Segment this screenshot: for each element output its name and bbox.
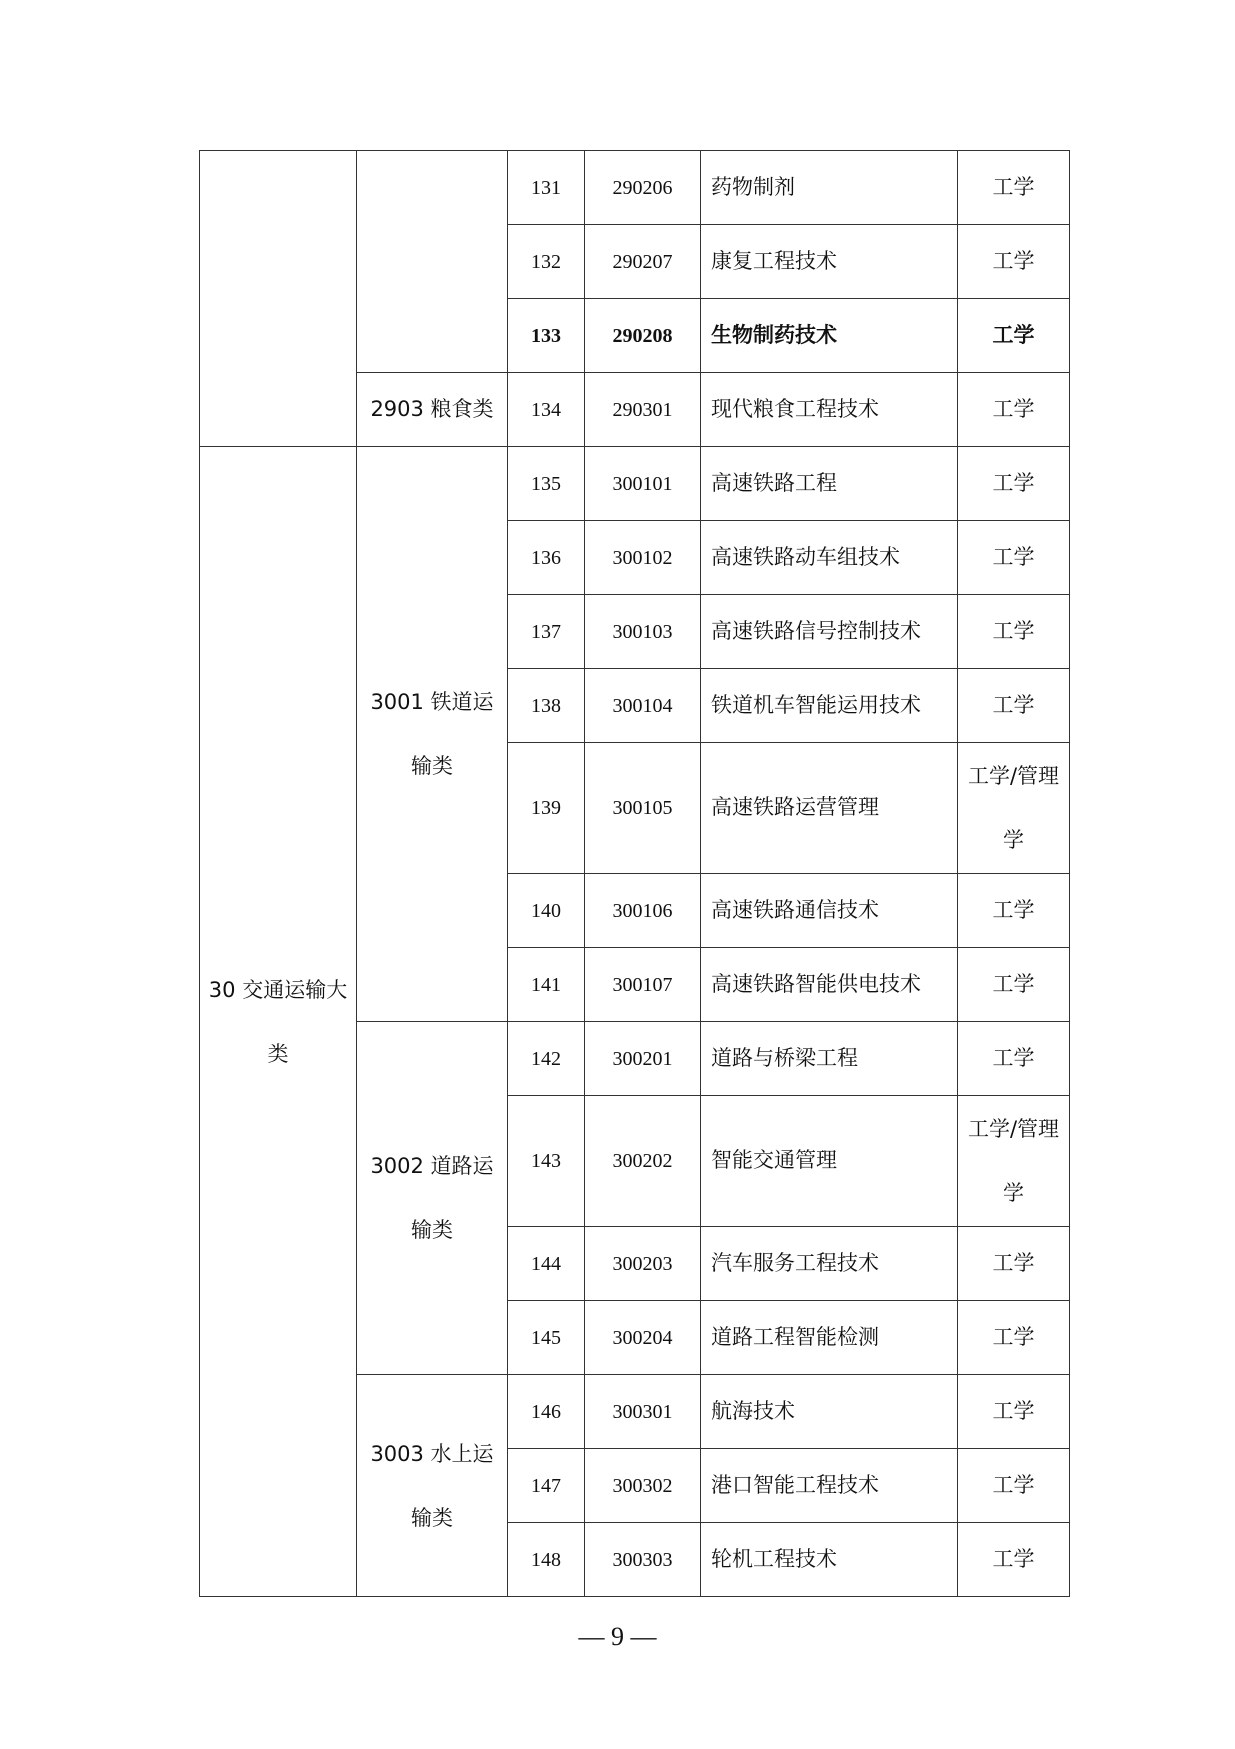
seq-cell: 147 bbox=[508, 1449, 585, 1523]
degree-cell: 工学 bbox=[958, 1449, 1070, 1523]
code-cell: 300101 bbox=[585, 447, 701, 521]
seq-cell: 136 bbox=[508, 521, 585, 595]
code-cell: 300303 bbox=[585, 1523, 701, 1597]
major-name-cell: 高速铁路通信技术 bbox=[701, 874, 958, 948]
degree-cell: 工学 bbox=[958, 373, 1070, 447]
degree-cell: 工学 bbox=[958, 1523, 1070, 1597]
subcategory-cell: 2903 粮食类 bbox=[357, 373, 508, 447]
degree-cell: 工学 bbox=[958, 521, 1070, 595]
degree-cell: 工学 bbox=[958, 1022, 1070, 1096]
code-cell: 300102 bbox=[585, 521, 701, 595]
major-name-cell: 铁道机车智能运用技术 bbox=[701, 669, 958, 743]
code-cell: 300107 bbox=[585, 948, 701, 1022]
code-cell: 300204 bbox=[585, 1301, 701, 1375]
page-number: — 9 — bbox=[578, 1622, 657, 1651]
code-cell: 300103 bbox=[585, 595, 701, 669]
code-cell: 290206 bbox=[585, 151, 701, 225]
code-cell: 300201 bbox=[585, 1022, 701, 1096]
degree-cell: 工学 bbox=[958, 669, 1070, 743]
seq-cell: 134 bbox=[508, 373, 585, 447]
code-cell: 300105 bbox=[585, 743, 701, 874]
code-cell: 300302 bbox=[585, 1449, 701, 1523]
seq-cell: 137 bbox=[508, 595, 585, 669]
subcategory-cell: 3003 水上运输类 bbox=[357, 1375, 508, 1597]
seq-cell: 144 bbox=[508, 1227, 585, 1301]
major-name-cell: 高速铁路运营管理 bbox=[701, 743, 958, 874]
seq-cell: 132 bbox=[508, 225, 585, 299]
subcategory-cell: 3001 铁道运输类 bbox=[357, 447, 508, 1022]
major-name-cell: 智能交通管理 bbox=[701, 1096, 958, 1227]
code-cell: 290207 bbox=[585, 225, 701, 299]
major-name-cell: 药物制剂 bbox=[701, 151, 958, 225]
seq-cell: 143 bbox=[508, 1096, 585, 1227]
major-name-cell: 汽车服务工程技术 bbox=[701, 1227, 958, 1301]
major-name-cell: 高速铁路工程 bbox=[701, 447, 958, 521]
degree-cell: 工学 bbox=[958, 225, 1070, 299]
seq-cell: 146 bbox=[508, 1375, 585, 1449]
seq-cell: 148 bbox=[508, 1523, 585, 1597]
major-name-cell: 道路工程智能检测 bbox=[701, 1301, 958, 1375]
major-name-cell: 康复工程技术 bbox=[701, 225, 958, 299]
major-name-cell: 高速铁路信号控制技术 bbox=[701, 595, 958, 669]
major-name-cell: 生物制药技术 bbox=[701, 299, 958, 373]
code-cell: 300301 bbox=[585, 1375, 701, 1449]
code-cell: 290208 bbox=[585, 299, 701, 373]
major-name-cell: 高速铁路智能供电技术 bbox=[701, 948, 958, 1022]
subcategory-cell: 3002 道路运输类 bbox=[357, 1022, 508, 1375]
major-name-cell: 轮机工程技术 bbox=[701, 1523, 958, 1597]
seq-cell: 133 bbox=[508, 299, 585, 373]
seq-cell: 142 bbox=[508, 1022, 585, 1096]
major-name-cell: 港口智能工程技术 bbox=[701, 1449, 958, 1523]
seq-cell: 131 bbox=[508, 151, 585, 225]
major-catalog-table bbox=[199, 150, 1070, 1597]
degree-cell: 工学 bbox=[958, 1301, 1070, 1375]
major-name-cell: 道路与桥梁工程 bbox=[701, 1022, 958, 1096]
major-name-cell: 高速铁路动车组技术 bbox=[701, 521, 958, 595]
seq-cell: 140 bbox=[508, 874, 585, 948]
code-cell: 300104 bbox=[585, 669, 701, 743]
category-cell: 30 交通运输大类 bbox=[200, 447, 357, 1597]
seq-cell: 139 bbox=[508, 743, 585, 874]
table-row bbox=[200, 447, 1070, 521]
degree-cell: 工学 bbox=[958, 874, 1070, 948]
seq-cell: 135 bbox=[508, 447, 585, 521]
degree-cell: 工学 bbox=[958, 447, 1070, 521]
subcategory-cell-empty bbox=[357, 151, 508, 373]
category-cell-empty bbox=[200, 151, 357, 447]
code-cell: 300203 bbox=[585, 1227, 701, 1301]
degree-cell: 工学 bbox=[958, 151, 1070, 225]
degree-cell: 工学 bbox=[958, 595, 1070, 669]
degree-cell: 工学/管理学 bbox=[958, 1096, 1070, 1227]
major-name-cell: 现代粮食工程技术 bbox=[701, 373, 958, 447]
seq-cell: 138 bbox=[508, 669, 585, 743]
degree-cell: 工学 bbox=[958, 1375, 1070, 1449]
degree-cell: 工学 bbox=[958, 299, 1070, 373]
major-name-cell: 航海技术 bbox=[701, 1375, 958, 1449]
degree-cell: 工学 bbox=[958, 948, 1070, 1022]
seq-cell: 141 bbox=[508, 948, 585, 1022]
code-cell: 300202 bbox=[585, 1096, 701, 1227]
degree-cell: 工学/管理学 bbox=[958, 743, 1070, 874]
degree-cell: 工学 bbox=[958, 1227, 1070, 1301]
code-cell: 300106 bbox=[585, 874, 701, 948]
code-cell: 290301 bbox=[585, 373, 701, 447]
table-row bbox=[200, 151, 1070, 225]
seq-cell: 145 bbox=[508, 1301, 585, 1375]
